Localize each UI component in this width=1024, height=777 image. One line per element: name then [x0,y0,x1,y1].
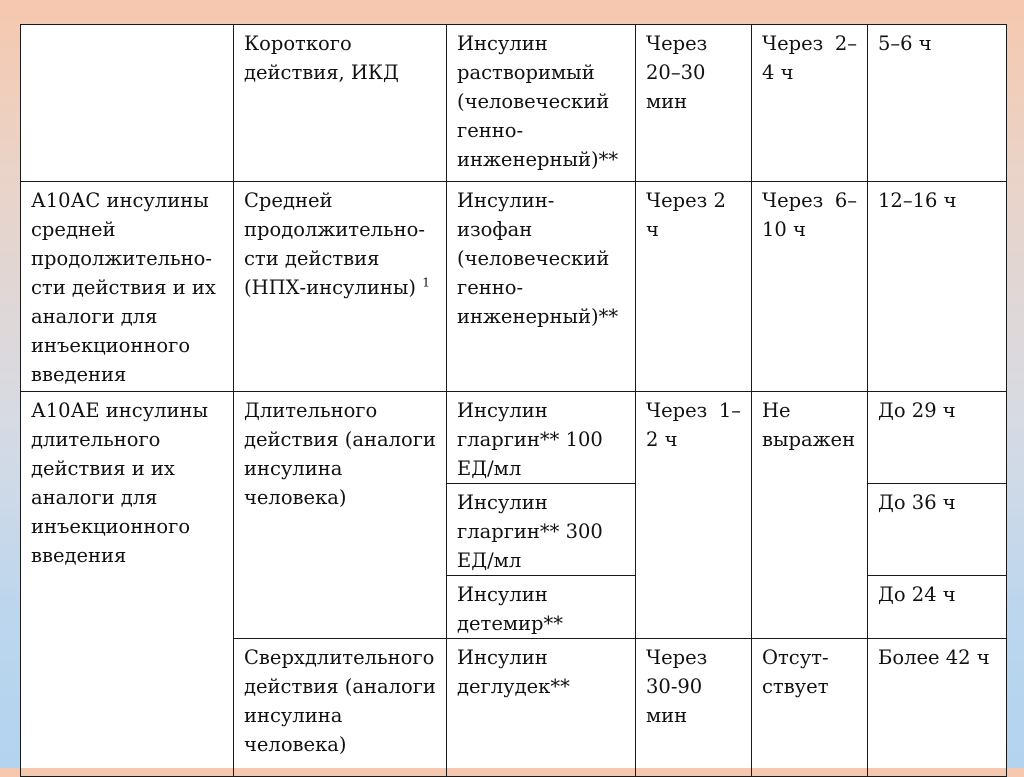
slide [20,24,1006,768]
cell-duration: До 29 ч [868,392,1007,484]
insulin-table [20,24,1007,777]
cell-drug: Инсулин гларгин** 100 ЕД/мл [447,392,636,484]
cell-drug: Инсулин деглудек** [447,639,636,777]
cell-peak: Отсут-ствует [752,639,868,777]
cell-action-type [234,182,447,392]
cell-group [21,25,234,182]
cell-drug: Инсулин гларгин** 300 ЕД/мл [447,484,636,576]
cell-duration: До 24 ч [868,576,1007,639]
cell-drug: Инсулин-изофан (человеческий генно-инженерный)** [447,182,636,392]
cell-action-type-text: Средней продолжительно-сти действия (НПХ-инсулины) [244,189,425,299]
cell-group: А10АЕ инсулины длительного действия и их аналоги для инъекционного введения [21,392,234,777]
cell-peak: Через 6–10 ч [752,182,868,392]
cell-onset: Через 20–30 мин [636,25,752,182]
cell-action-type: Сверхдлительного действия (аналоги инсулина человека) [234,639,447,777]
cell-onset: Через 30-90 мин [636,639,752,777]
footnote-marker: 1 [422,275,430,290]
cell-action-type: Короткого действия, ИКД [234,25,447,182]
cell-onset: Через 2 ч [636,182,752,392]
cell-drug: Инсулин растворимый (человеческий генно-инженерный)** [447,25,636,182]
cell-group: А10АС инсулины средней продолжительно-сти действия и их аналоги для инъекционного введения [21,182,234,392]
table-row [21,182,1007,392]
cell-duration: До 36 ч [868,484,1007,576]
cell-action-type: Длительного действия (аналоги инсулина человека) [234,392,447,639]
cell-drug: Инсулин детемир** [447,576,636,639]
cell-duration: 5–6 ч [868,25,1007,182]
cell-duration: Более 42 ч [868,639,1007,777]
cell-onset: Через 1–2 ч [636,392,752,639]
table-row [21,25,1007,182]
cell-peak: Не выражен [752,392,868,639]
cell-peak: Через 2–4 ч [752,25,868,182]
table-row [21,392,1007,484]
cell-duration: 12–16 ч [868,182,1007,392]
